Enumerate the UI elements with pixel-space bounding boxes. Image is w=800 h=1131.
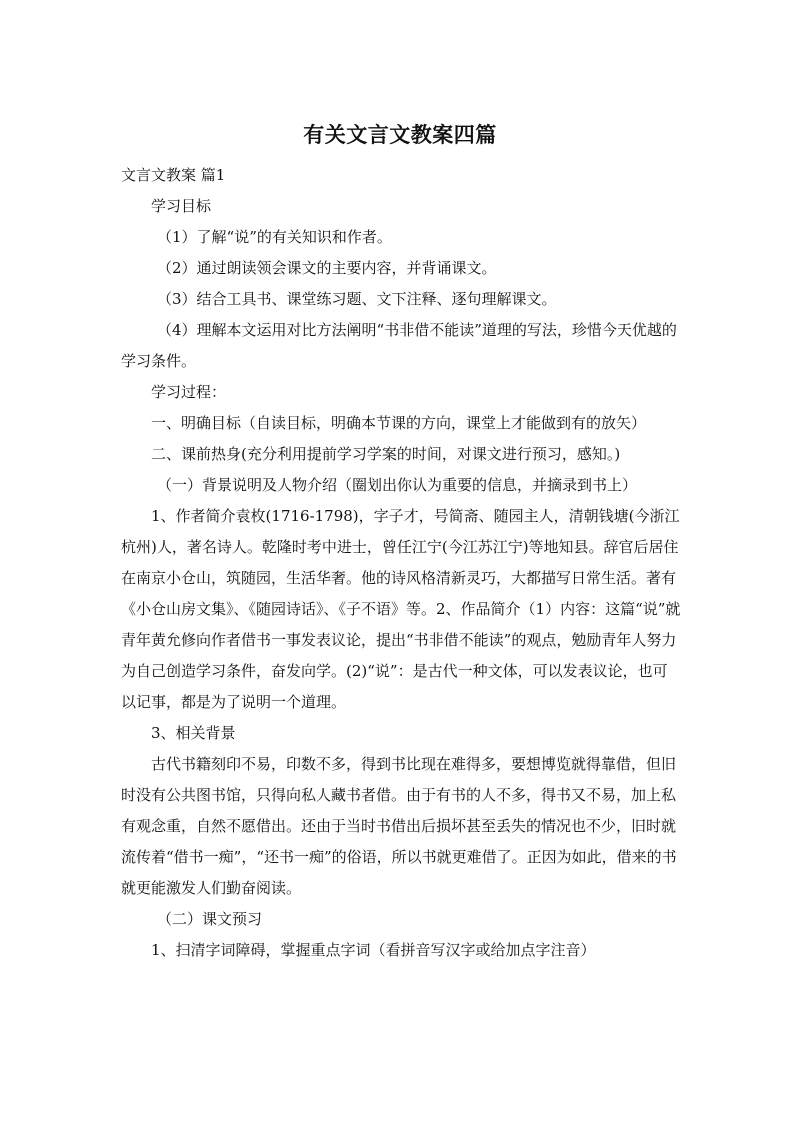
subheading-background: 3、相关背景 [151,724,236,742]
document-title: 有关文言文教案四篇 [303,123,497,147]
body-paragraph: 古代书籍刻印不易，印数不多，得到书比现在难得多，要想博览就得靠借，但旧时没有公共图书馆，只得向私人藏书者借。由于有书的人不多，得书又不易，加上私有观念重，自然不愿借出。还由于当时书借出后损坏甚至丢失的情况也不少，旧时就流传着“借书一痴”，“还书一痴”的俗语，所以书就更难借了。正因为如此，借来的书就更能激发人们勤奋阅读。 [121,755,677,897]
goal-item: （4）理解本文运用对比方法阐明“书非借不能读”道理的写法，珍惜今天优越的学习条件。 [121,321,677,370]
body-paragraph: 1、作者简介袁枚(1716-1798)，字子才，号简斋、随园主人，清朝钱塘(今浙江杭州)人，著名诗人。乾隆时考中进士，曾任江宁(今江苏江宁)等地知县。辞官后居住在南京小仓山，筑随园，生活华奢。他的诗风格清新灵巧，大都描写日常生活。著有《小仓山房文集》、《随园诗话》、《子不语》等。2、作品简介（1）内容：这篇“说”就青年黄允修向作者借书一事发表议论，提出“书非借不能读”的观点，勉励青年人努力为自己创造学习条件，奋发向学。(2)“说”：是古代一种文体，可以发表议论，也可以记事，都是为了说明一个道理。 [121,507,681,711]
subheading-learning-goals: 学习目标 [151,197,212,215]
body-paragraph: 1、扫清字词障碍，掌握重点字词（看拼音写汉字或给加点字注音） [151,941,596,959]
section-heading: 文言文教案 篇1 [121,166,226,184]
body-paragraph: 一、明确目标（自读目标，明确本节课的方向，课堂上才能做到有的放矢） [151,414,647,432]
body-paragraph: （一）背景说明及人物介绍（圈划出你认为重要的信息，并摘录到书上） [157,476,638,494]
body-paragraph: 二、课前热身(充分利用提前学习学案的时间，对课文进行预习，感知。) [151,445,621,463]
document-body [121,160,681,966]
goal-item: （3）结合工具书、课堂练习题、文下注释、逐句理解课文。 [157,290,557,308]
subheading-preview: （二）课文预习 [157,910,263,928]
subheading-learning-process: 学习过程： [151,383,227,401]
goal-item: （1）了解“说”的有关知识和作者。 [157,228,392,246]
goal-item: （2）通过朗读领会课文的主要内容，并背诵课文。 [157,259,497,277]
